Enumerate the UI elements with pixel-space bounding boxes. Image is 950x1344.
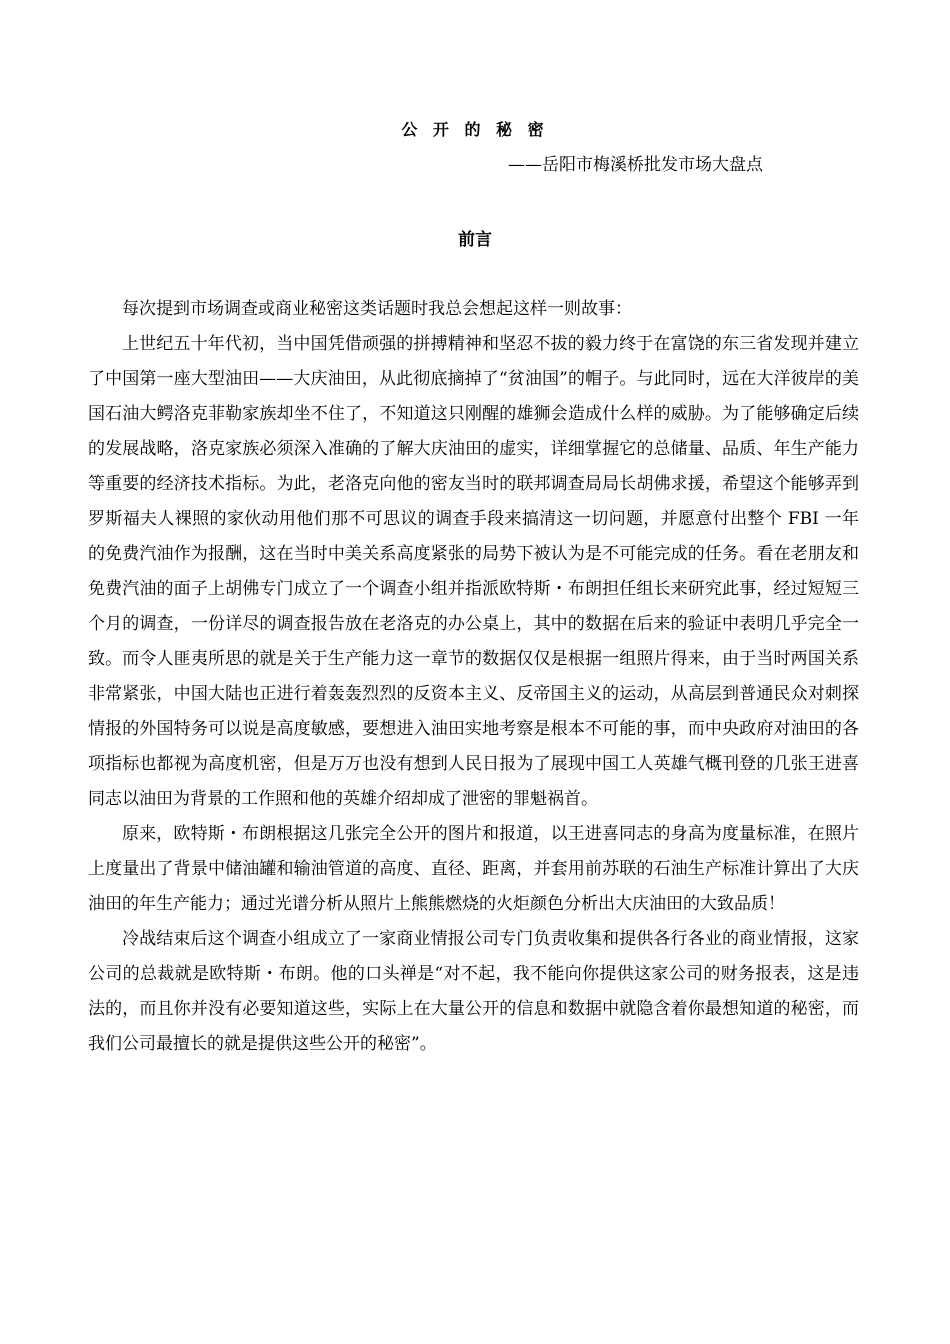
- document-subtitle: ——岳阳市梅溪桥批发市场大盘点: [508, 155, 763, 175]
- document-title: 公 开 的 秘 密: [401, 120, 549, 139]
- paragraph-story: 上世纪五十年代初，当中国凭借顽强的拼搏精神和坚忍不拔的毅力终于在富饶的东三省发现并建立了中国第一座大型油田——大庆油田，从此彻底摘掉了“贫油国”的帽子。与此同时，远在大洋彼岸的美国石油大鳄洛克菲勒家族却坐不住了，不知道这只刚醒的雄狮会造成什么样的威胁。为了能够确定后续的发展战略，洛克家族必须深入准确的了解大庆油田的虚实，详细掌握它的总储量、品质、年生产能力等重要的经济技术指标。为此，老洛克向他的密友当时的联邦调查局局长胡佛求援，希望这个能够弄到罗斯福夫人裸照的家伙动用他们那不可思议的调查手段来搞清这一切问题，并愿意付出整个 FBI 一年的免费汽油作为报酬，这在当时中美关系高度紧张的局势下被认为是不可能完成的任务。看在老朋友和免费汽油的面子上胡佛专门成立了一个调查小组并指派欧特斯・布朗担任组长来研究此事，经过短短三个月的调查，一份详尽的调查报告放在老洛克的办公桌上，其中的数据在后来的验证中表明几乎完全一致。而令人匪夷所思的就是关于生产能力这一章节的数据仅仅是根据一组照片得来，由于当时两国关系非常紧张，中国大陆也正进行着轰轰烈烈的反资本主义、反帝国主义的运动，从高层到普通民众对刺探情报的外国特务可以说是高度敏感，要想进入油田实地考察是根本不可能的事，而中央政府对油田的各项指标也都视为高度机密，但是万万也没有想到人民日报为了展现中国工人英雄气概刊登的几张王进喜同志以油田为背景的工作照和他的英雄介绍却成了泄密的罪魁祸首。: [88, 334, 859, 809]
- paragraph-intro: 每次提到市场调查或商业秘密这类话题时我总会想起这样一则故事：: [122, 299, 632, 319]
- section-heading: 前言: [458, 230, 492, 250]
- paragraph-epilogue: 冷战结束后这个调查小组成立了一家商业情报公司专门负责收集和提供各行各业的商业情报，这家公司的总裁就是欧特斯・布朗。他的口头禅是“对不起，我不能向你提供这家公司的财务报表，这是违法的，而且你并没有必要知道这些，实际上在大量公开的信息和数据中就隐含着你最想知道的秘密，而我们公司最擅长的就是提供这些公开的秘密”。: [88, 929, 859, 1054]
- paragraph-method: 原来，欧特斯・布朗根据这几张完全公开的图片和报道，以王进喜同志的身高为度量标准，在照片上度量出了背景中储油罐和输油管道的高度、直径、距离，并套用前苏联的石油生产标准计算出了大庆油田的年生产能力；通过光谱分析从照片上熊熊燃烧的火炬颜色分析出大庆油田的大致品质！: [88, 824, 859, 914]
- document-body: [88, 292, 859, 1062]
